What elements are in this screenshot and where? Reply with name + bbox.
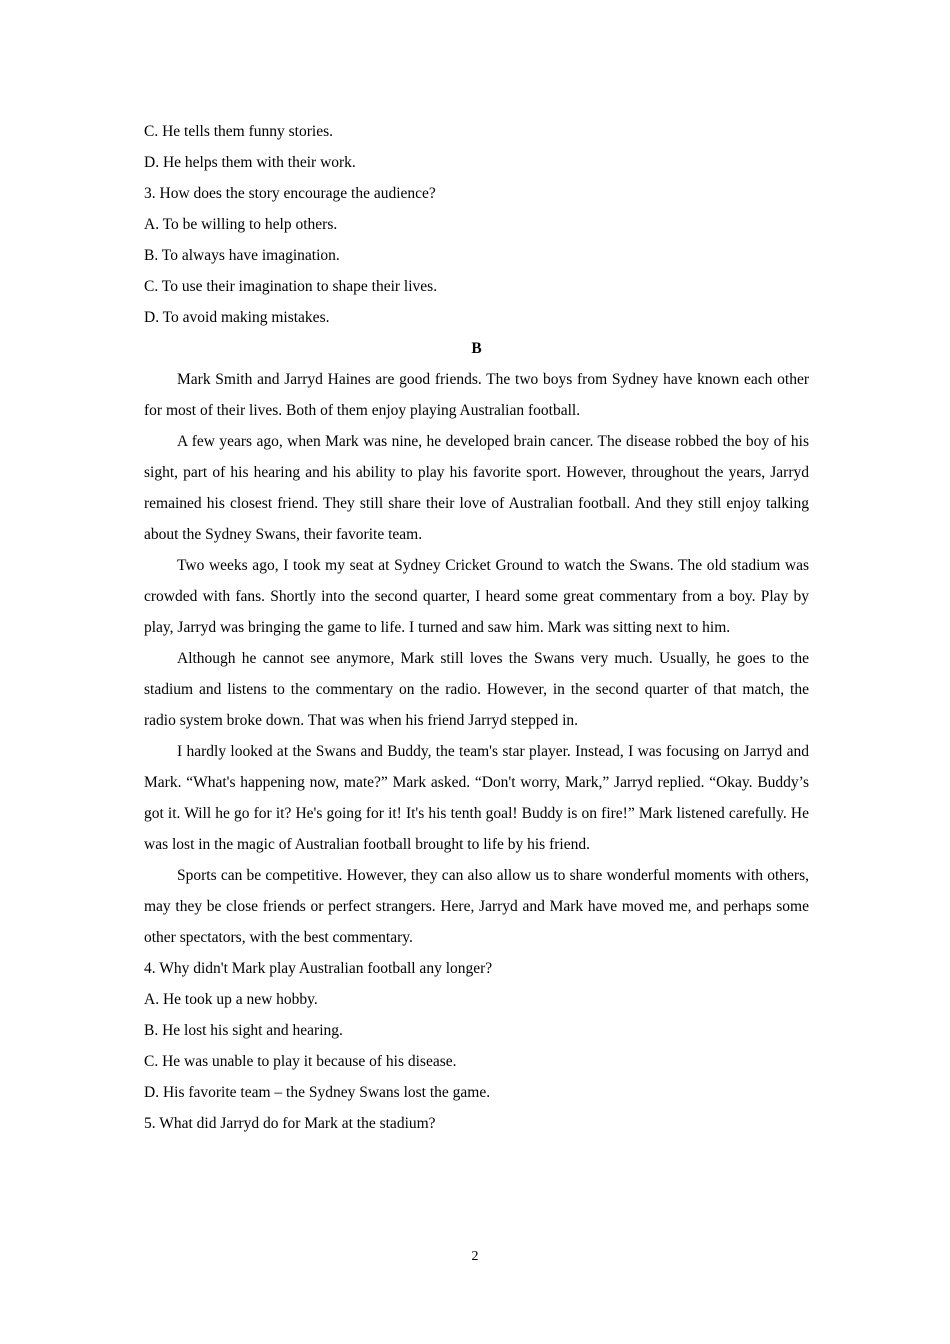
- question-4-option-a: A. He took up a new hobby.: [144, 991, 318, 1008]
- passage-paragraph: Sports can be competitive. However, they can also allow us to share wonderful moments with others, may they be close friends or perfect strangers. Here, Jarryd and Mark have moved me, and perhaps some other spectators, with the best commentary.: [144, 867, 809, 946]
- question-3-stem: 3. How does the story encourage the audience?: [144, 185, 436, 202]
- question-3-option-d: D. To avoid making mistakes.: [144, 309, 330, 326]
- question-3-option-b: B. To always have imagination.: [144, 247, 340, 264]
- document-body: [144, 116, 809, 1139]
- option-c: C. He tells them funny stories.: [144, 123, 333, 140]
- question-4-option-d: D. His favorite team – the Sydney Swans lost the game.: [144, 1084, 491, 1101]
- option-d: D. He helps them with their work.: [144, 154, 356, 171]
- page-number: 2: [471, 1249, 479, 1264]
- passage-paragraph: Two weeks ago, I took my seat at Sydney Cricket Ground to watch the Swans. The old stadium was crowded with fans. Shortly into the second quarter, I heard some great commentary from a boy. Play by play, Jarryd was bringing the game to life. I turned and saw him. Mark was sitting next to him.: [144, 557, 809, 636]
- question-4-option-c: C. He was unable to play it because of his disease.: [144, 1053, 457, 1070]
- section-title: B: [471, 340, 482, 357]
- passage-paragraph: Although he cannot see anymore, Mark still loves the Swans very much. Usually, he goes to the stadium and listens to the commentary on the radio. However, in the second quarter of that match, the radio system broke down. That was when his friend Jarryd stepped in.: [144, 650, 809, 729]
- passage-paragraph: I hardly looked at the Swans and Buddy, the team's star player. Instead, I was focusing on Jarryd and Mark. “What's happening now, mate?” Mark asked. “Don't worry, Mark,” Jarryd replied. “Okay. Buddy’s got it. Will he go for it? He's going for it! It's his tenth goal! Buddy is on fire!” Mark listened carefully. He was lost in the magic of Australian football brought to life by his friend.: [144, 743, 809, 853]
- question-5-stem: 5. What did Jarryd do for Mark at the stadium?: [144, 1115, 436, 1132]
- question-4-option-b: B. He lost his sight and hearing.: [144, 1022, 343, 1039]
- passage-paragraph: Mark Smith and Jarryd Haines are good friends. The two boys from Sydney have known each other for most of their lives. Both of them enjoy playing Australian football.: [144, 371, 809, 419]
- passage-paragraph: A few years ago, when Mark was nine, he developed brain cancer. The disease robbed the boy of his sight, part of his hearing and his ability to play his favorite sport. However, throughout the years, Jarryd remained his closest friend. They still share their love of Australian football. And they still enjoy talking about the Sydney Swans, their favorite team.: [144, 433, 809, 543]
- question-3-option-c: C. To use their imagination to shape their lives.: [144, 278, 438, 295]
- question-4-stem: 4. Why didn't Mark play Australian football any longer?: [144, 960, 493, 977]
- question-3-option-a: A. To be willing to help others.: [144, 216, 338, 233]
